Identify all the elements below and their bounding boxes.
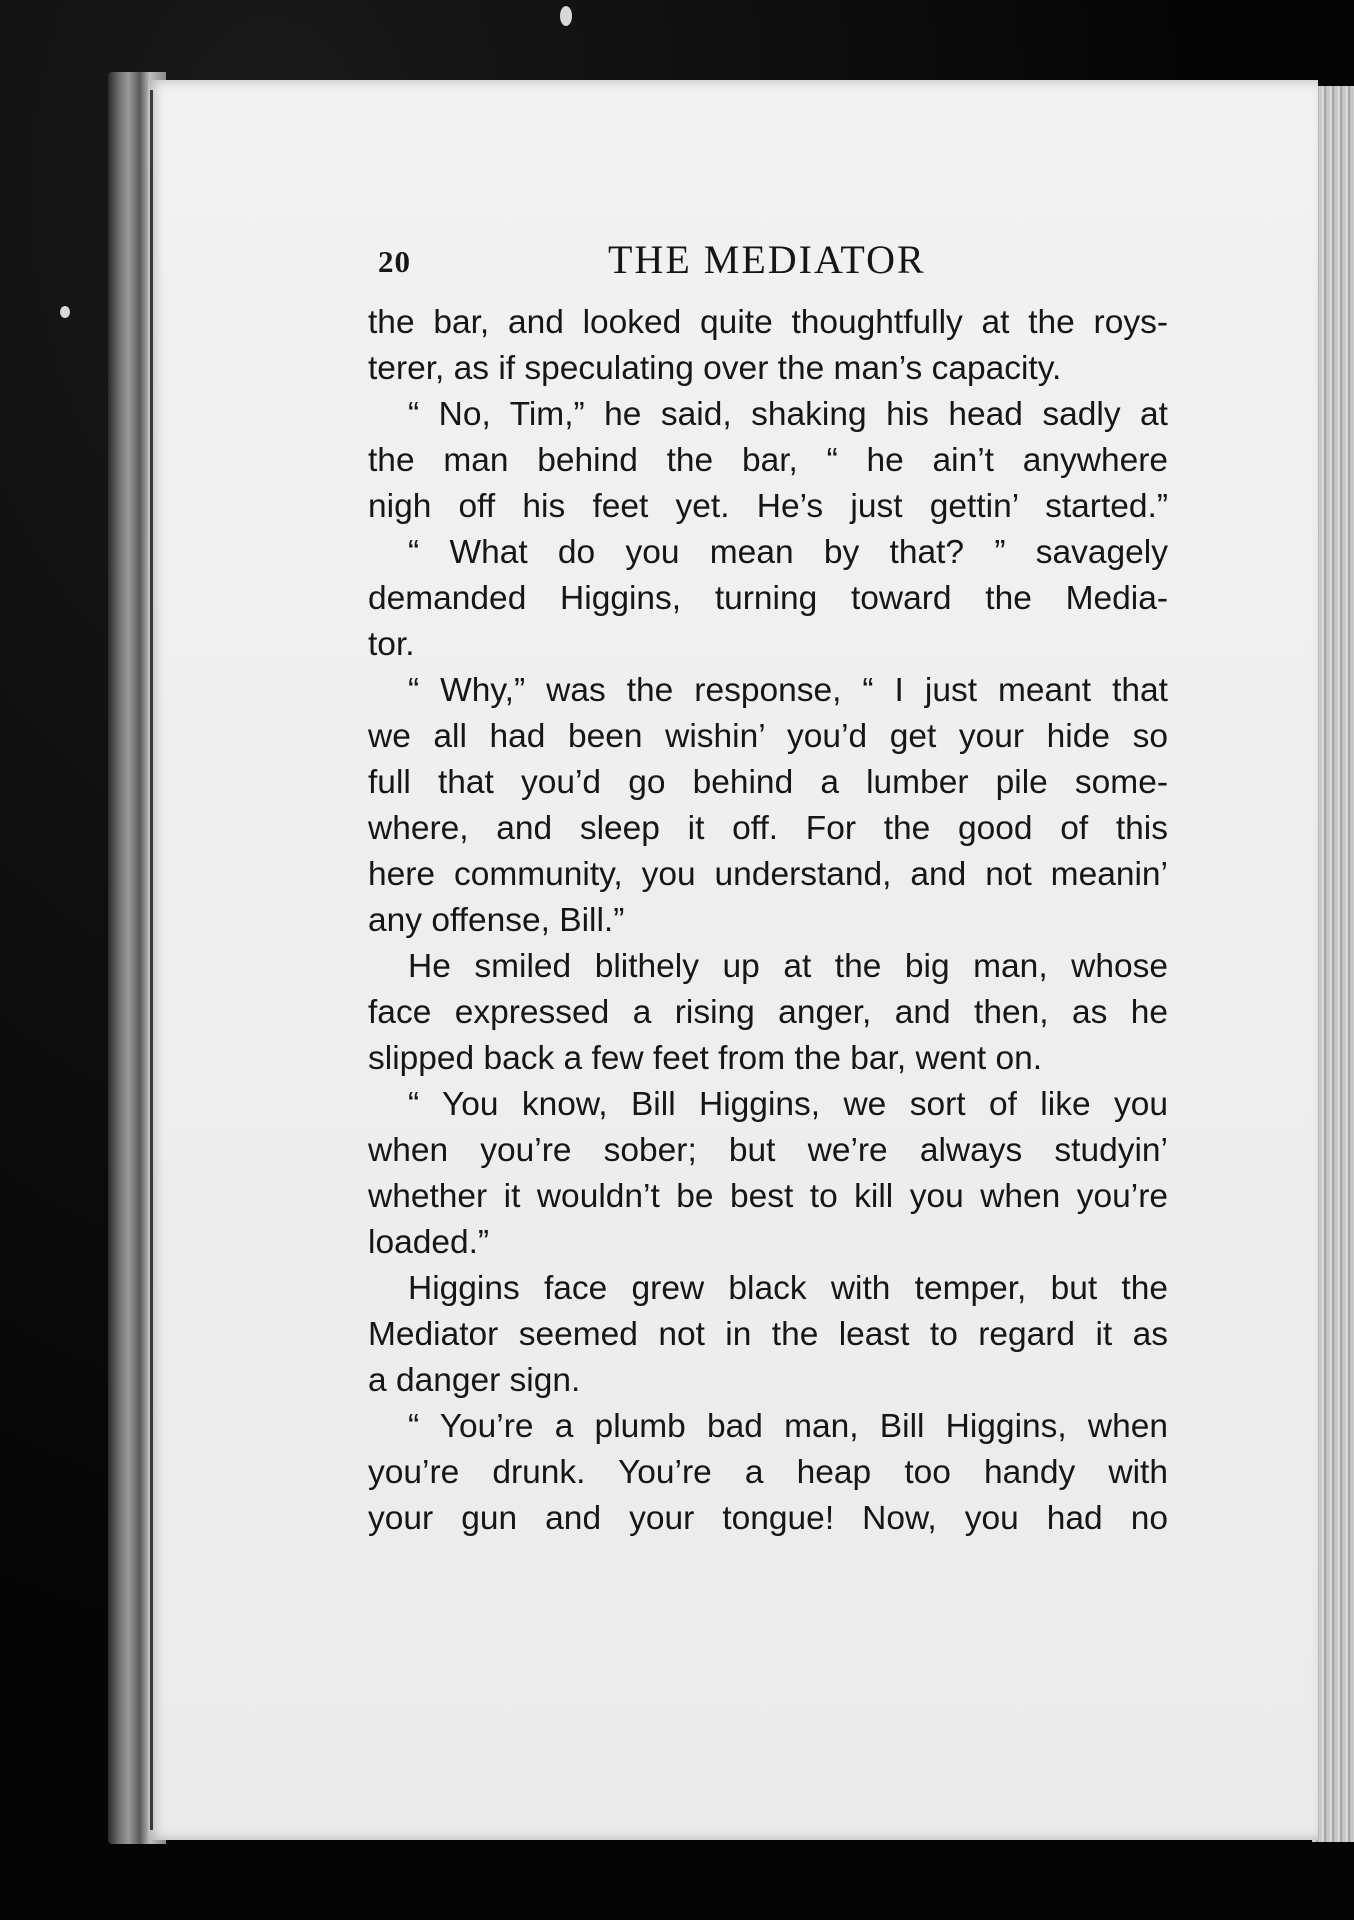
text-line: “ Why,” was the response, “ I just meant that <box>408 672 1168 709</box>
running-header <box>378 232 958 292</box>
text-line: “ You’re a plumb bad man, Bill Higgins, when <box>408 1408 1168 1445</box>
text-line: Higgins face grew black with temper, but the <box>408 1270 1168 1307</box>
scan-speck <box>560 6 572 26</box>
text-line: He smiled blithely up at the big man, whose <box>408 948 1168 985</box>
text-line: any offense, Bill.” <box>368 902 625 939</box>
text-line: here community, you understand, and not meanin’ <box>368 856 1168 893</box>
text-line: full that you’d go behind a lumber pile some- <box>368 764 1168 801</box>
text-line: tor. <box>368 626 415 663</box>
text-line: you’re drunk. You’re a heap too handy with <box>368 1454 1168 1491</box>
page-edge-stack <box>1312 86 1354 1842</box>
text-line: we all had been wishin’ you’d get your hide so <box>368 718 1168 755</box>
text-line: a danger sign. <box>368 1362 581 1399</box>
text-line: “ You know, Bill Higgins, we sort of like you <box>408 1086 1168 1123</box>
text-line: nigh off his feet yet. He’s just gettin’ started.” <box>368 488 1168 525</box>
body-text <box>368 300 1168 1542</box>
text-line: “ No, Tim,” he said, shaking his head sadly at <box>408 396 1168 433</box>
text-line: “ What do you mean by that? ” savagely <box>408 534 1168 571</box>
running-title: THE MEDIATOR <box>608 237 926 282</box>
text-line: the man behind the bar, “ he ain’t anywhere <box>368 442 1168 479</box>
page-number: 20 <box>378 244 411 279</box>
text-line: where, and sleep it off. For the good of this <box>368 810 1168 847</box>
text-line: when you’re sober; but we’re always studyin’ <box>368 1132 1168 1169</box>
text-line: Mediator seemed not in the least to regard it as <box>368 1316 1168 1353</box>
text-line: whether it wouldn’t be best to kill you when you’re <box>368 1178 1168 1215</box>
text-line: your gun and your tongue! Now, you had no <box>368 1500 1168 1537</box>
text-line: the bar, and looked quite thoughtfully at the roys- <box>368 304 1168 341</box>
gutter-line <box>150 90 153 1830</box>
text-line: demanded Higgins, turning toward the Media- <box>368 580 1168 617</box>
text-line: slipped back a few feet from the bar, went on. <box>368 1040 1043 1077</box>
scan-speck <box>60 306 70 318</box>
text-line: face expressed a rising anger, and then, as he <box>368 994 1168 1031</box>
text-line: terer, as if speculating over the man’s capacity. <box>368 350 1062 387</box>
text-line: loaded.” <box>368 1224 490 1261</box>
